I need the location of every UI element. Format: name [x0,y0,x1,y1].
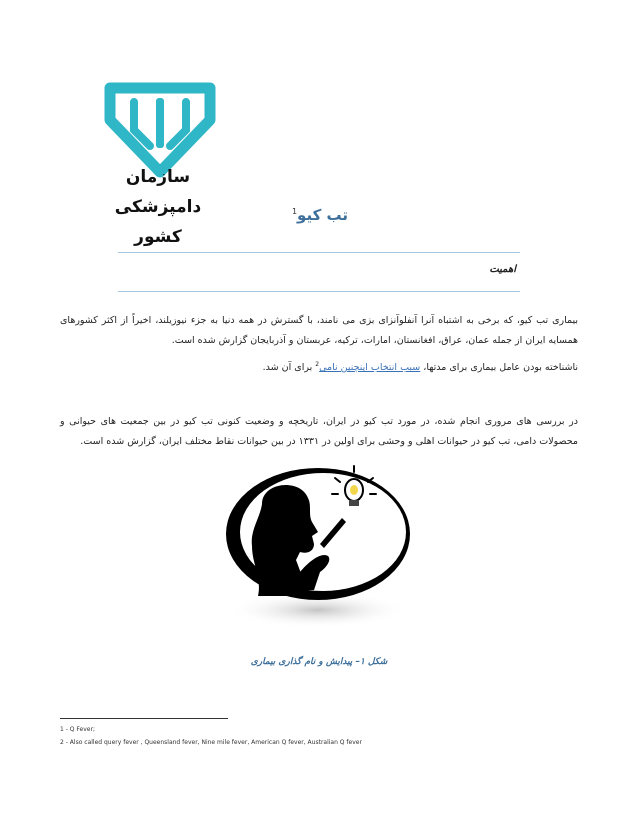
footnote-1: 1 - Q Fever; [60,726,95,733]
naming-reason-link[interactable]: سبب انتخاب اینچنین نامی [319,362,421,374]
footnote-2: 2 - Also called query fever , Queensland fever, Nine mile fever, American Q fever, Australian Q fever [60,739,362,746]
paragraph-2-footnote-marker: 2 [315,361,320,368]
title-divider-bottom [118,291,520,292]
figure-caption: شکل ۱– پیدایش و نام گذاری بیماری [250,657,388,667]
paragraph-2-text-end: برای آن شد. [262,362,316,374]
paragraph-3: در بررسی های مروری انجام شده، در مورد تب کیو در ایران، تاریخچه و وضعیت کنونی تب کیو در بین جمعیت های حیوانی و محصولات دامی، تب کیو در حیوانات اهلی و وحشی برای اولین در ۱۳۳۱ در بین حیوانات نقاط مختلف ایران، گزارش شده است. [60,416,578,447]
paragraph-1: بیماری تب کیو، که برخی به اشتباه آنرا آنفلوآنزای بزی می نامند، با گسترش در همه دنیا به جزء نیوزیلند، اخیراً از اکثر کشورهای همسایه ایران از جمله عمان، عراق، افغانستان، امارات، ترکیه، عربستان و آذربایجان گزارش شده است. [60,315,578,346]
document-title [280,206,360,224]
title-text: تب کیو [297,206,349,224]
title-footnote-marker: 1 [291,207,298,216]
footnote-divider [60,718,228,719]
paragraph-2-text-start: ناشناخته بودن عامل بیماری برای مدتها، [420,362,578,374]
thinking-person-lightbulb-icon [222,460,414,628]
title-divider-top [118,252,520,253]
logo-text: سازمان دامپزشکی کشور [114,167,202,247]
paragraph-2 [60,355,578,378]
section-heading: اهمیت [489,264,516,275]
